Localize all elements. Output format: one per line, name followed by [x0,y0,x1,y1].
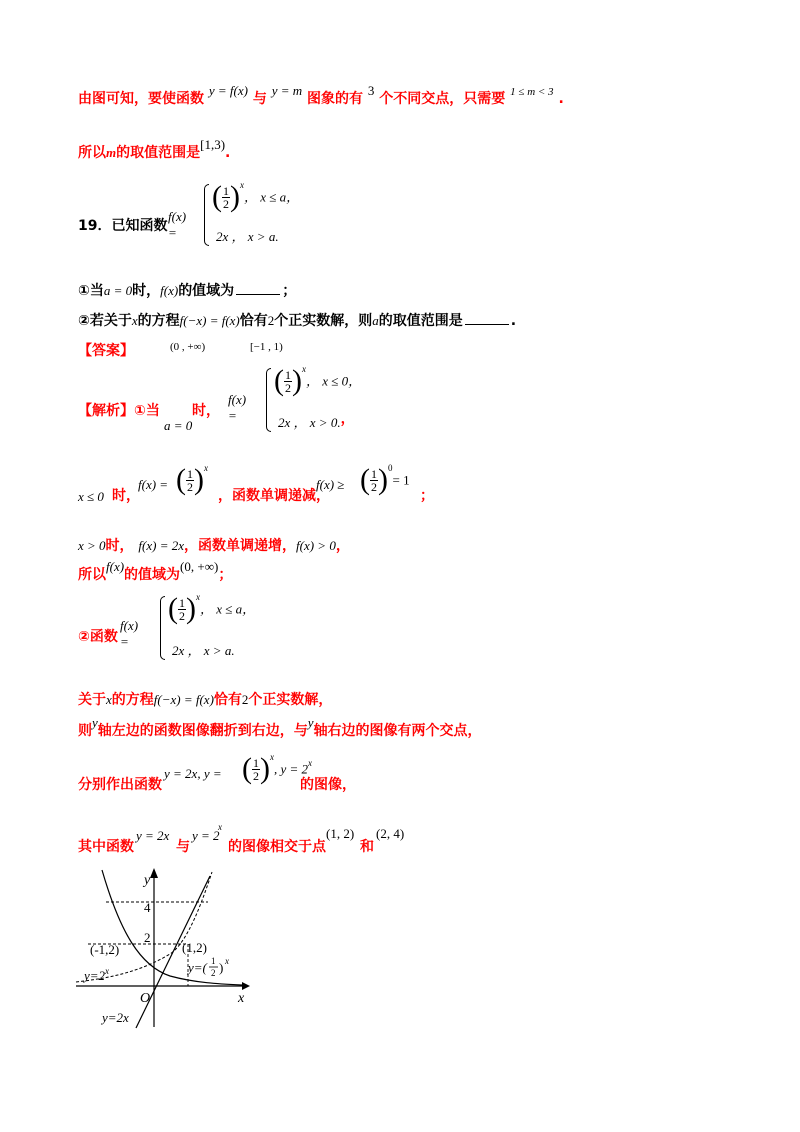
answer-blank-2 [465,312,509,325]
row-2: 2x ， x > a. [216,229,279,244]
answer-line [78,341,283,360]
math-y-fx: y = f(x) [208,83,248,98]
solution-3: x > 0时， f(x) = 2x，函数单调递增，f(x) > 0， [78,538,350,554]
brace [204,184,209,246]
x-axis-arrow [242,982,250,990]
answer-blank-1 [236,282,280,295]
question-19-part-1: ①当a = 0时，f(x)的值域为 ； [78,283,297,299]
text: 时， [192,403,220,419]
label-2x: y=2x [102,1010,129,1025]
text: . [225,145,231,161]
text: . [558,91,564,107]
math-m: m [106,145,117,160]
function-graph [70,862,260,1037]
solution-8: 分别作出函数 y = 2x, y = ( $\frac{1}{2}$ )$^x$, $y = 2^x$ 的图像， [78,751,356,793]
text: 个不同交点，只需要 [379,91,506,107]
math-condition: 1 ≤ m < 3 [510,86,554,98]
text: 的取值范围是 [116,145,201,161]
math-a0: a = 0 [164,418,193,433]
svg-text:2: 2 [211,968,216,978]
svg-text:x: x [225,956,229,966]
math-interval: [1,3) [200,137,226,152]
origin-label: O [140,991,151,1006]
label-half-power [186,956,229,978]
text: 由图可知，要使函数 [78,91,204,107]
answer-2: [−1 , 1) [250,341,283,353]
solution-2: x ≤ 0 时， f(x) = ( $\frac{1}{2}$ )$^x$ ，函数单调递减， f(x) ≥ ( $\frac{1}{2}$ )$^0$= 1 ； [78,462,434,504]
solution-4: 所以f(x)的值域为(0, +∞)； [78,559,233,583]
answer-1: (0 , +∞) [170,341,206,353]
text: 所以 [78,145,106,161]
solution-7: 则y轴左边的函数图像翻折到右边，与y轴右边的图像有两个交点， [78,715,482,739]
svg-text:1: 1 [211,956,216,966]
math-three: 3 [367,83,375,98]
text: 19．已知函数 [78,218,168,234]
solution-9: 其中函数 y = 2x 与 y = 2 x 的图像相交于点 (1, 2) 和 (2, 4) [78,822,405,855]
question-19-label [78,217,167,235]
answer-label: 【答案】 [78,343,134,359]
solution-6: 关于x的方程f(−x) = f(x)恰有2个正实数解， [78,692,333,708]
label-two-power: $y=2^x$ [84,966,110,983]
math-fx: f(x) = [168,209,187,240]
tick-2: 2 [144,930,151,945]
text: 图象的有 [307,91,364,107]
text: 与 [252,91,267,107]
solution-5-label: ②函数 [78,629,118,645]
x-axis-label: x [238,991,245,1006]
y-axis-label: y [144,873,151,888]
point-right-label: (1,2) [182,940,207,955]
y-axis-arrow [150,868,158,878]
line-range-m [78,137,231,162]
svg-text:y=(: y=( [188,960,207,975]
tick-4: 4 [144,900,151,915]
solution-1-label: 【解析】①当 [78,403,160,419]
point-left-label: (-1,2) [90,942,120,957]
line-conclusion-intersections [78,83,564,109]
svg-text:): ) [219,960,224,975]
math-y-m: y = m [271,83,303,98]
row-1: ( $\frac{1}{2}$ )$^x$， x ≤ a， [212,179,300,213]
question-19-part-2: ②若关于x的方程f(−x) = f(x)恰有2个正实数解，则a的取值范围是 . [78,313,517,329]
